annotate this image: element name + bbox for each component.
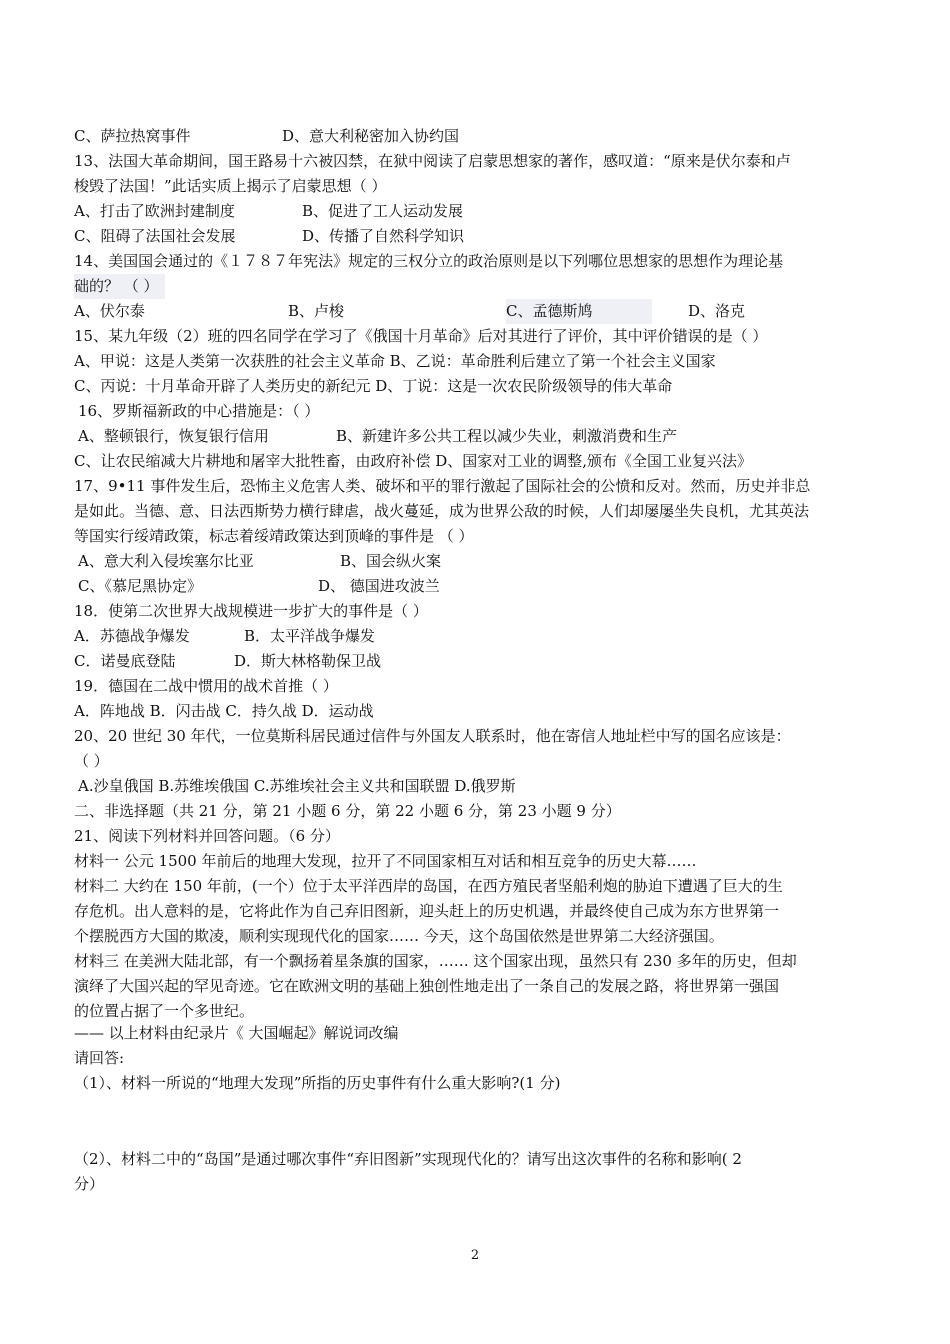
q20-stem-line-2: （ ） [74,752,109,770]
q14-stem-line-1: 14、美国国会通过的《１７８７年宪法》规定的三权分立的政治原则是以下列哪位思想家的思想作为理论基 [74,252,784,270]
q21-prompt: 请回答: [74,1049,125,1067]
q14-option-b: B、卢梭 [288,302,345,320]
q21-material-3-line-1: 材料三 在美洲大陆北部，有一个飘扬着星条旗的国家，…… 这个国家出现，虽然只有 230 多年的历史，但却 [74,952,797,970]
q16-stem: 16、罗斯福新政的中心措施是：（ ） [78,402,320,420]
q13-stem-line-2: 梭毁了法国！”此话实质上揭示了启蒙思想（ ） [74,177,387,195]
q17-stem-line-2: 是如此。当德、意、日法西斯势力横行肆虐，战火蔓延，成为世界公敌的时候，人们却屡屡坐失良机，尤其英法 [74,502,810,520]
q16-options-row-1 [78,424,862,449]
q21-sub-question-2-line-1: （2）、材料二中的“岛国”是通过哪次事件“弃旧图新”实现现代化的？请写出这次事件的名称和影响( 2 [74,1150,742,1168]
q21-material-3-line-2: 演绎了大国兴起的罕见奇迹。它在欧洲文明的基础上独创性地走出了一条自己的发展之路，将世界第一强国 [74,977,780,995]
q18-option-a: A．苏德战争爆发 [74,627,190,645]
q18-option-b: B．太平洋战争爆发 [244,627,376,645]
q19-options: A．阵地战 B．闪击战 C．持久战 D．运动战 [74,702,374,720]
q18-options-row-2 [74,649,858,674]
q14-option-c: C、孟德斯鸠 [506,299,652,324]
q17-option-c: C、《慕尼黑协定》 [78,577,202,595]
q12-option-d: D、意大利秘密加入协约国 [282,127,460,145]
q13-option-d: D、传播了自然科学知识 [302,227,465,245]
q20-options: A.沙皇俄国 B.苏维埃俄国 C.苏维埃社会主义共和国联盟 D.俄罗斯 [78,777,516,795]
q14-option-d: D、洛克 [688,302,746,320]
q21-material-1: 材料一 公元 1500 年前后的地理大发现，拉开了不同国家相互对话和相互竞争的历史大幕…… [74,852,697,870]
q17-option-d: D、 德国进攻波兰 [318,577,440,595]
q21-material-2-line-1: 材料二 大约在 150 年前，(一个）位于太平洋西岸的岛国，在西方殖民者坚船利炮的胁迫下遭遇了巨大的生 [74,877,783,895]
q15-options-cd: C、丙说：十月革命开辟了人类历史的新纪元 D、丁说：这是一次农民阶级领导的伟大革命 [74,377,673,395]
q21-source: —— 以上材料由纪录片《 大国崛起》解说词改编 [74,1024,399,1042]
q15-options-ab: A、甲说：这是人类第一次获胜的社会主义革命 B、乙说：革命胜利后建立了第一个社会主义国家 [74,352,716,370]
q21-material-2-line-3: 个摆脱西方大国的欺凌，顺利实现现代化的国家…… 今天，这个岛国依然是世界第二大经济强国。 [74,927,724,945]
q13-stem-line-1: 13、法国大革命期间，国王路易十六被囚禁，在狱中阅读了启蒙思想家的著作，感叹道：“原来是伏尔泰和卢 [74,152,791,170]
q16-option-a: A、整顿银行，恢复银行信用 [78,427,269,445]
q18-options-row-1 [74,624,858,649]
q18-stem: 18．使第二次世界大战规模进一步扩大的事件是（ ） [74,602,428,620]
q17-stem-line-1: 17、9•11 事件发生后，恐怖主义危害人类、破坏和平的罪行激起了国际社会的公愤和反对。然而，历史并非总 [74,477,811,495]
section-2-heading: 二、非选择题（共 21 分，第 21 小题 6 分，第 22 小题 6 分，第 23 小题 9 分） [74,802,621,820]
q17-options-row-2 [78,574,862,599]
q21-stem: 21、阅读下列材料并回答问题。（6 分） [74,827,340,845]
q12-option-c: C、萨拉热窝事件 [74,127,191,145]
q13-options-row-2 [74,224,858,249]
q18-option-c: C．诺曼底登陆 [74,652,176,670]
q21-sub-question-1: （1）、材料一所说的“地理大发现”所指的历史事件有什么重大影响?(1 分) [74,1074,561,1092]
q14-stem-highlight: 础的？ （ ） [74,274,165,299]
q12-options-row [74,124,858,149]
q16-options-cd: C、让农民缩减大片耕地和屠宰大批牲畜，由政府补偿 D、国家对工业的调整,颁布《全国工业复兴法》 [74,452,753,470]
q13-option-a: A、打击了欧洲封建制度 [74,202,235,220]
q17-stem-line-3: 等国实行绥靖政策，标志着绥靖政策达到顶峰的事件是 （ ） [74,527,474,545]
q14-options-row [74,299,858,324]
q13-option-b: B、促进了工人运动发展 [302,202,464,220]
q20-stem-line-1: 20、20 世纪 30 年代，一位莫斯科居民通过信件与外国友人联系时，他在寄信人地址栏中写的国名应该是： [74,727,791,745]
q17-option-a: A、意大利入侵埃塞尔比亚 [78,552,254,570]
q15-stem: 15、某九年级（2）班的四名同学在学习了《俄国十月革命》后对其进行了评价，其中评价错误的是（ ） [74,327,768,345]
q17-option-b: B、国会纵火案 [340,552,442,570]
q16-option-b: B、新建许多公共工程以减少失业，刺激消费和生产 [336,427,678,445]
q17-options-row-1 [78,549,862,574]
q21-material-2-line-2: 存危机。出人意料的是，它将此作为自己弃旧图新，迎头赶上的历史机遇，并最终使自己成为东方世界第一 [74,902,780,920]
page-number: 2 [470,1248,480,1263]
q14-option-a: A、伏尔泰 [74,302,145,320]
q13-options-row-1 [74,199,858,224]
q21-material-3-line-3: 的位置占据了一个多世纪。 [74,1002,255,1020]
q13-option-c: C、阻碍了法国社会发展 [74,227,236,245]
q19-stem: 19．德国在二战中惯用的战术首推（ ） [74,677,338,695]
q18-option-d: D．斯大林格勒保卫战 [234,652,382,670]
q21-sub-question-2-line-2: 分） [74,1175,105,1193]
q14-stem-line-2 [74,274,858,299]
